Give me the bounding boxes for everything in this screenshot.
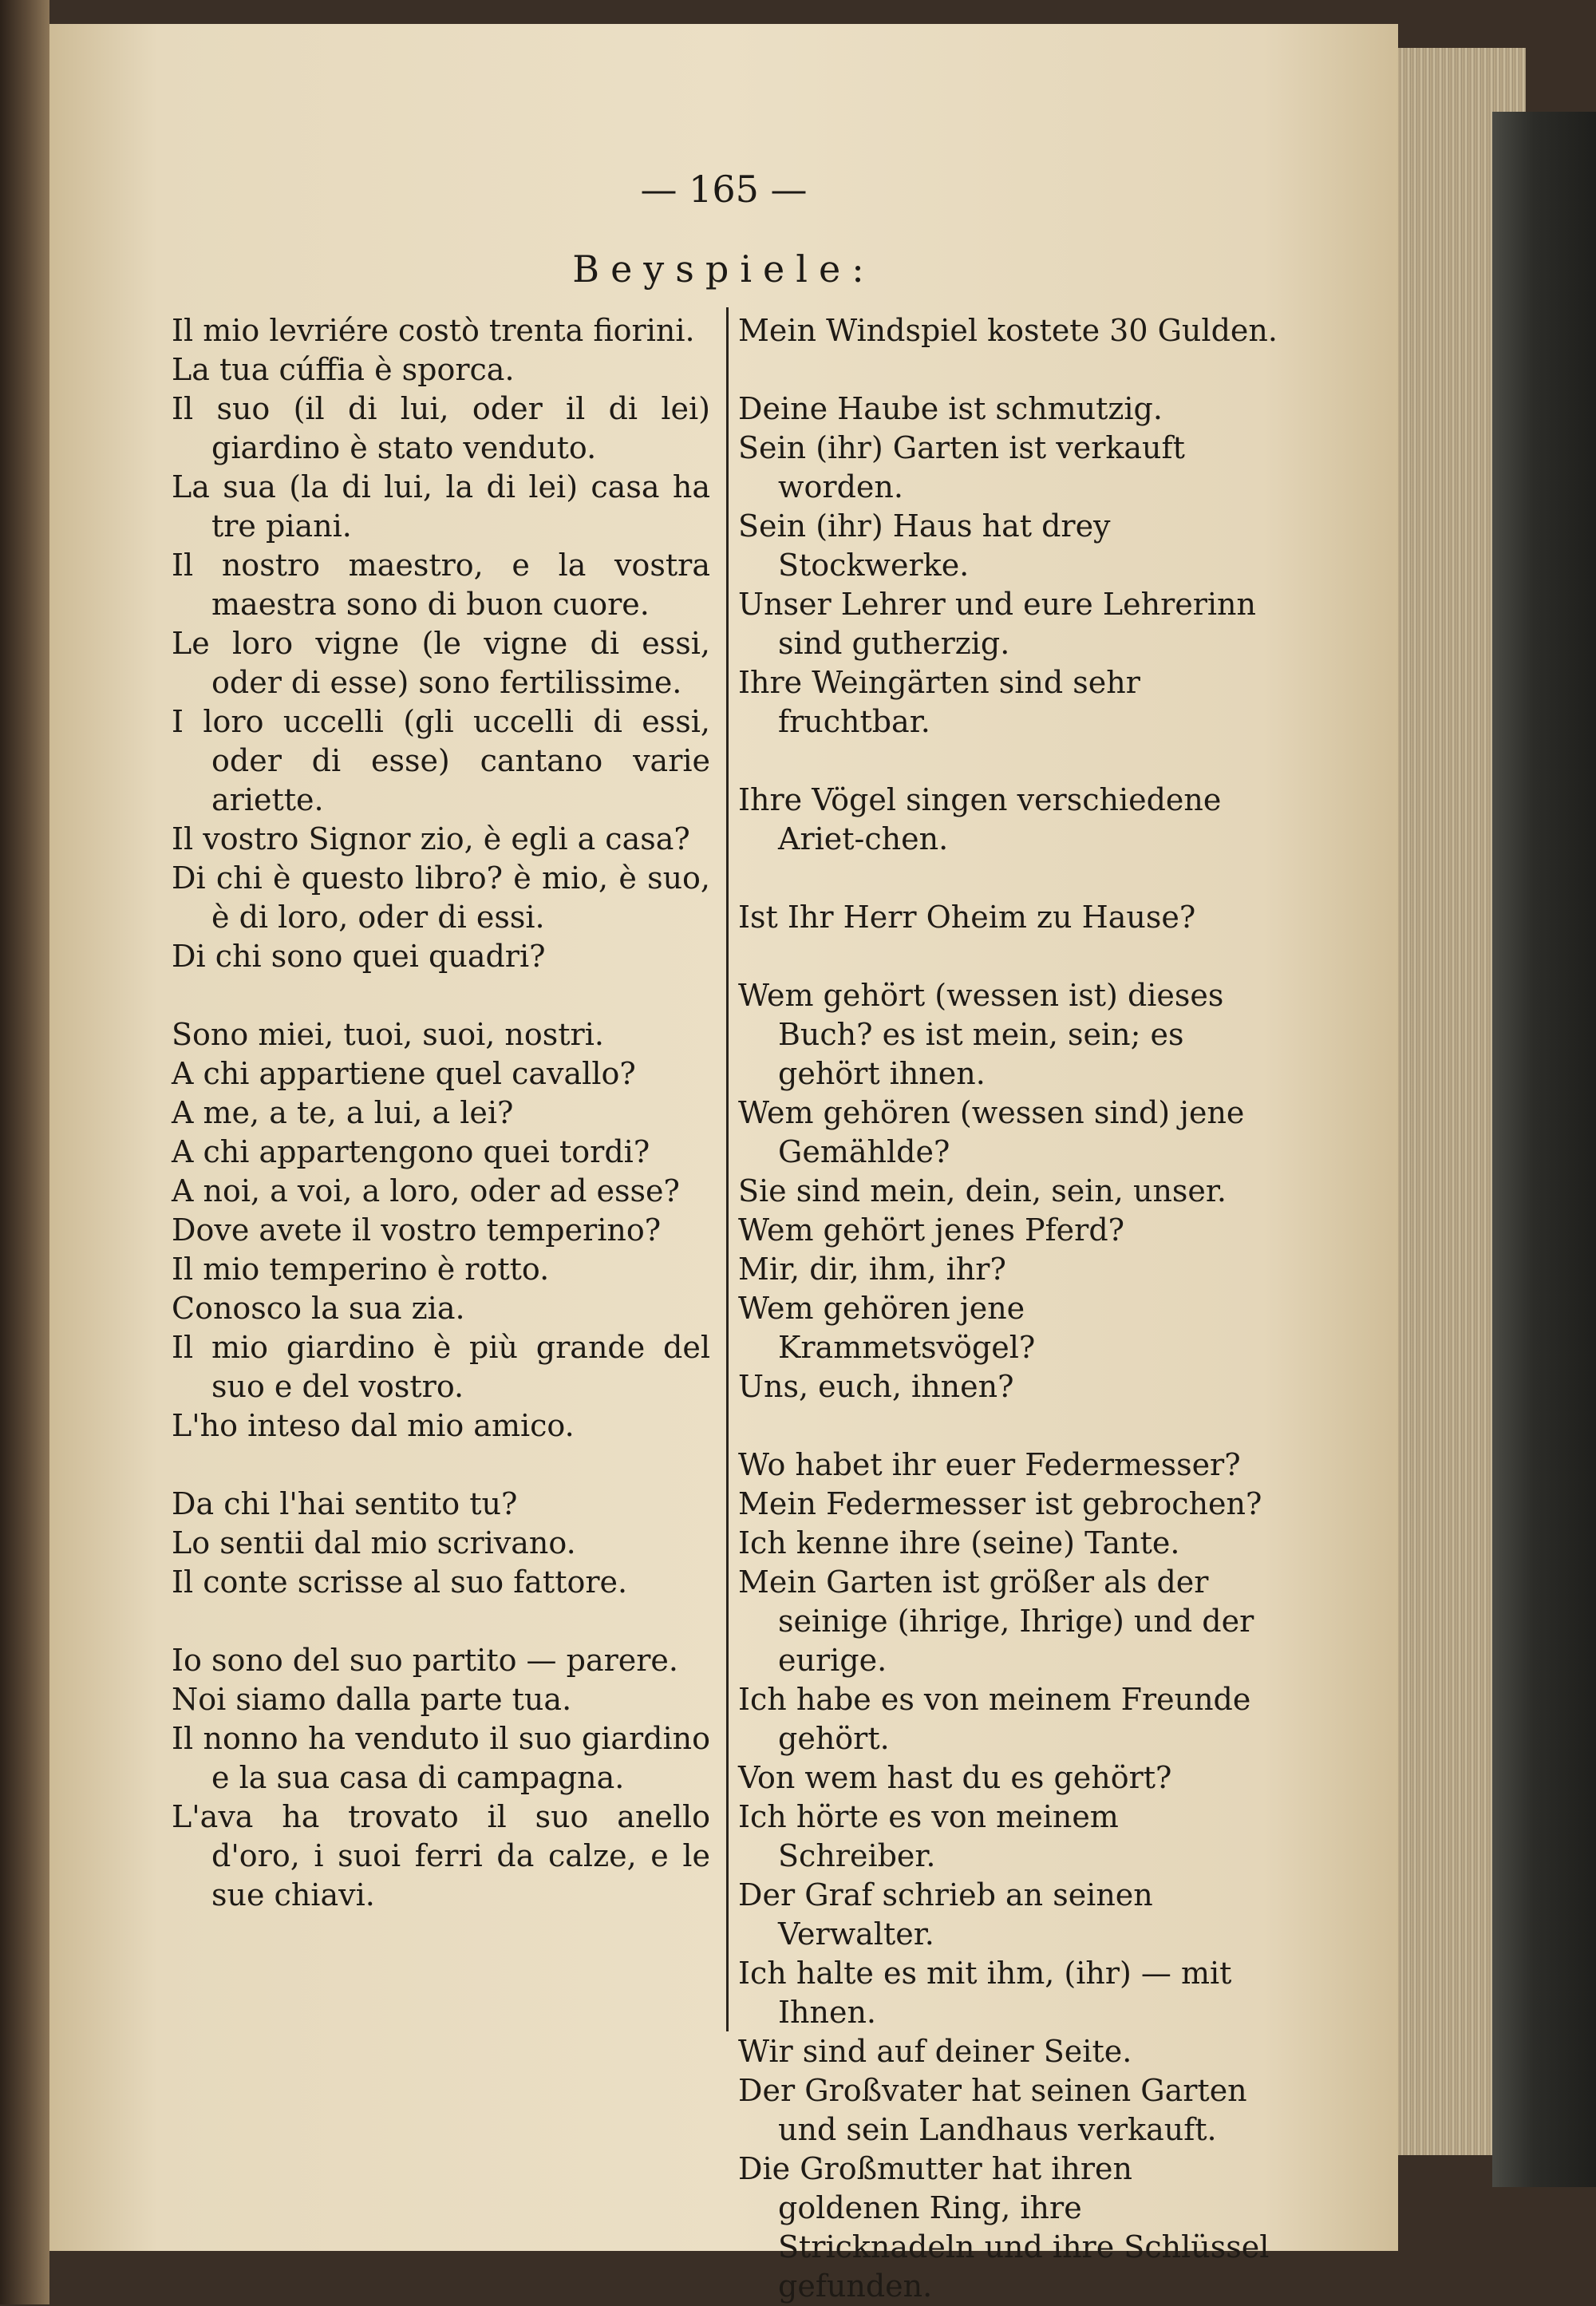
italian-sentence: Il mio giardino è più grande del suo e del vostro. — [172, 1330, 710, 1404]
german-sentence: Mir, dir, ihm, ihr? — [738, 1252, 1006, 1287]
german-sentence: Ihre Vögel singen verschiedene Ariet-chen. — [738, 782, 1222, 856]
italian-sentence: Il nostro maestro, e la vostra maestra sono di buon cuore. — [172, 548, 710, 622]
italian-sentence: Il mio temperino è rotto. — [172, 1252, 550, 1287]
german-sentence: Deine Haube ist schmutzig. — [738, 391, 1163, 426]
german-sentence: Wem gehört (wessen ist) dieses Buch? es ist mein, sein; es gehört ihnen. — [738, 978, 1224, 1091]
italian-sentence: A noi, a voi, a loro, oder ad esse? — [172, 1173, 680, 1208]
italian-sentence: Di chi è questo libro? è mio, è suo, è di loro, oder di essi. — [172, 860, 710, 935]
italian-sentence: Io sono del suo partito — parere. — [172, 1643, 678, 1678]
german-sentence: Ich halte es mit ihm, (ihr) — mit Ihnen. — [738, 1956, 1232, 2030]
page-number: — 165 — — [640, 168, 808, 211]
section-heading: Beyspiele: — [572, 247, 875, 291]
german-sentence: Ich kenne ihre (seine) Tante. — [738, 1525, 1180, 1560]
german-sentence: Ist Ihr Herr Oheim zu Hause? — [738, 900, 1196, 935]
italian-sentence: Il mio levriére costò trenta fiorini. — [172, 313, 695, 348]
italian-column — [172, 311, 710, 1915]
column-divider — [726, 307, 729, 2031]
german-sentence: Der Graf schrieb an seinen Verwalter. — [738, 1877, 1153, 1952]
italian-sentence: Noi siamo dalla parte tua. — [172, 1682, 572, 1717]
italian-sentence: Il suo (il di lui, oder il di lei) giardino è stato venduto. — [172, 391, 710, 465]
german-sentence: Mein Garten ist größer als der seinige (ihrige, Ihrige) und der eurige. — [738, 1564, 1254, 1678]
italian-sentence: L'ho inteso dal mio amico. — [172, 1408, 575, 1443]
italian-sentence: A me, a te, a lui, a lei? — [172, 1095, 514, 1130]
german-sentence: Unser Lehrer und eure Lehrerinn sind gutherzig. — [738, 587, 1256, 661]
italian-sentence: Il nonno ha venduto il suo giardino e la sua casa di campagna. — [172, 1721, 710, 1795]
german-sentence: Von wem hast du es gehört? — [738, 1760, 1172, 1795]
italian-sentence: Le loro vigne (le vigne di essi, oder di esse) sono fertilissime. — [172, 626, 710, 700]
italian-sentence: Il vostro Signor zio, è egli a casa? — [172, 821, 690, 856]
german-sentence: Mein Windspiel kostete 30 Gulden. — [738, 313, 1278, 348]
italian-sentence: A chi appartiene quel cavallo? — [172, 1056, 636, 1091]
italian-sentence: Sono miei, tuoi, suoi, nostri. — [172, 1017, 604, 1052]
german-sentence: Sein (ihr) Garten ist verkauft worden. — [738, 430, 1185, 504]
book-gutter — [0, 0, 49, 2304]
german-sentence: Uns, euch, ihnen? — [738, 1369, 1014, 1404]
italian-sentence: La sua (la di lui, la di lei) casa ha tre piani. — [172, 469, 710, 544]
german-column — [738, 311, 1281, 2306]
german-sentence: Ihre Weingärten sind sehr fruchtbar. — [738, 665, 1140, 739]
italian-sentence: Di chi sono quei quadri? — [172, 939, 546, 974]
german-sentence: Wem gehören jene Krammetsvögel? — [738, 1291, 1036, 1365]
german-sentence: Mein Federmesser ist gebrochen? — [738, 1486, 1262, 1521]
german-sentence: Sie sind mein, dein, sein, unser. — [738, 1173, 1227, 1208]
italian-sentence: I loro uccelli (gli uccelli di essi, oder di esse) cantano varie ariette. — [172, 704, 710, 817]
german-sentence: Wem gehört jenes Pferd? — [738, 1212, 1125, 1248]
german-sentence: Wem gehören (wessen sind) jene Gemählde? — [738, 1095, 1245, 1169]
german-sentence: Wir sind auf deiner Seite. — [738, 2034, 1132, 2069]
book-cover — [1492, 112, 1596, 2187]
italian-sentence: Dove avete il vostro temperino? — [172, 1212, 662, 1248]
italian-sentence: Conosco la sua zia. — [172, 1291, 465, 1326]
german-sentence: Ich habe es von meinem Freunde gehört. — [738, 1682, 1251, 1756]
german-sentence: Sein (ihr) Haus hat drey Stockwerke. — [738, 508, 1111, 583]
italian-sentence: Da chi l'hai sentito tu? — [172, 1486, 518, 1521]
german-sentence: Wo habet ihr euer Federmesser? — [738, 1447, 1241, 1482]
italian-sentence: La tua cúffia è sporca. — [172, 352, 515, 387]
italian-sentence: A chi appartengono quei tordi? — [172, 1134, 650, 1169]
german-sentence: Der Großvater hat seinen Garten und sein Landhaus verkauft. — [738, 2073, 1247, 2147]
italian-sentence: Il conte scrisse al suo fattore. — [172, 1564, 628, 1600]
german-sentence: Die Großmutter hat ihren goldenen Ring, ihre Stricknadeln und ihre Schlüssel gefunden. — [738, 2151, 1270, 2304]
german-sentence: Ich hörte es von meinem Schreiber. — [738, 1799, 1119, 1873]
italian-sentence: L'ava ha trovato il suo anello d'oro, i suoi ferri da calze, e le sue chiavi. — [172, 1799, 710, 1912]
italian-sentence: Lo sentii dal mio scrivano. — [172, 1525, 576, 1560]
